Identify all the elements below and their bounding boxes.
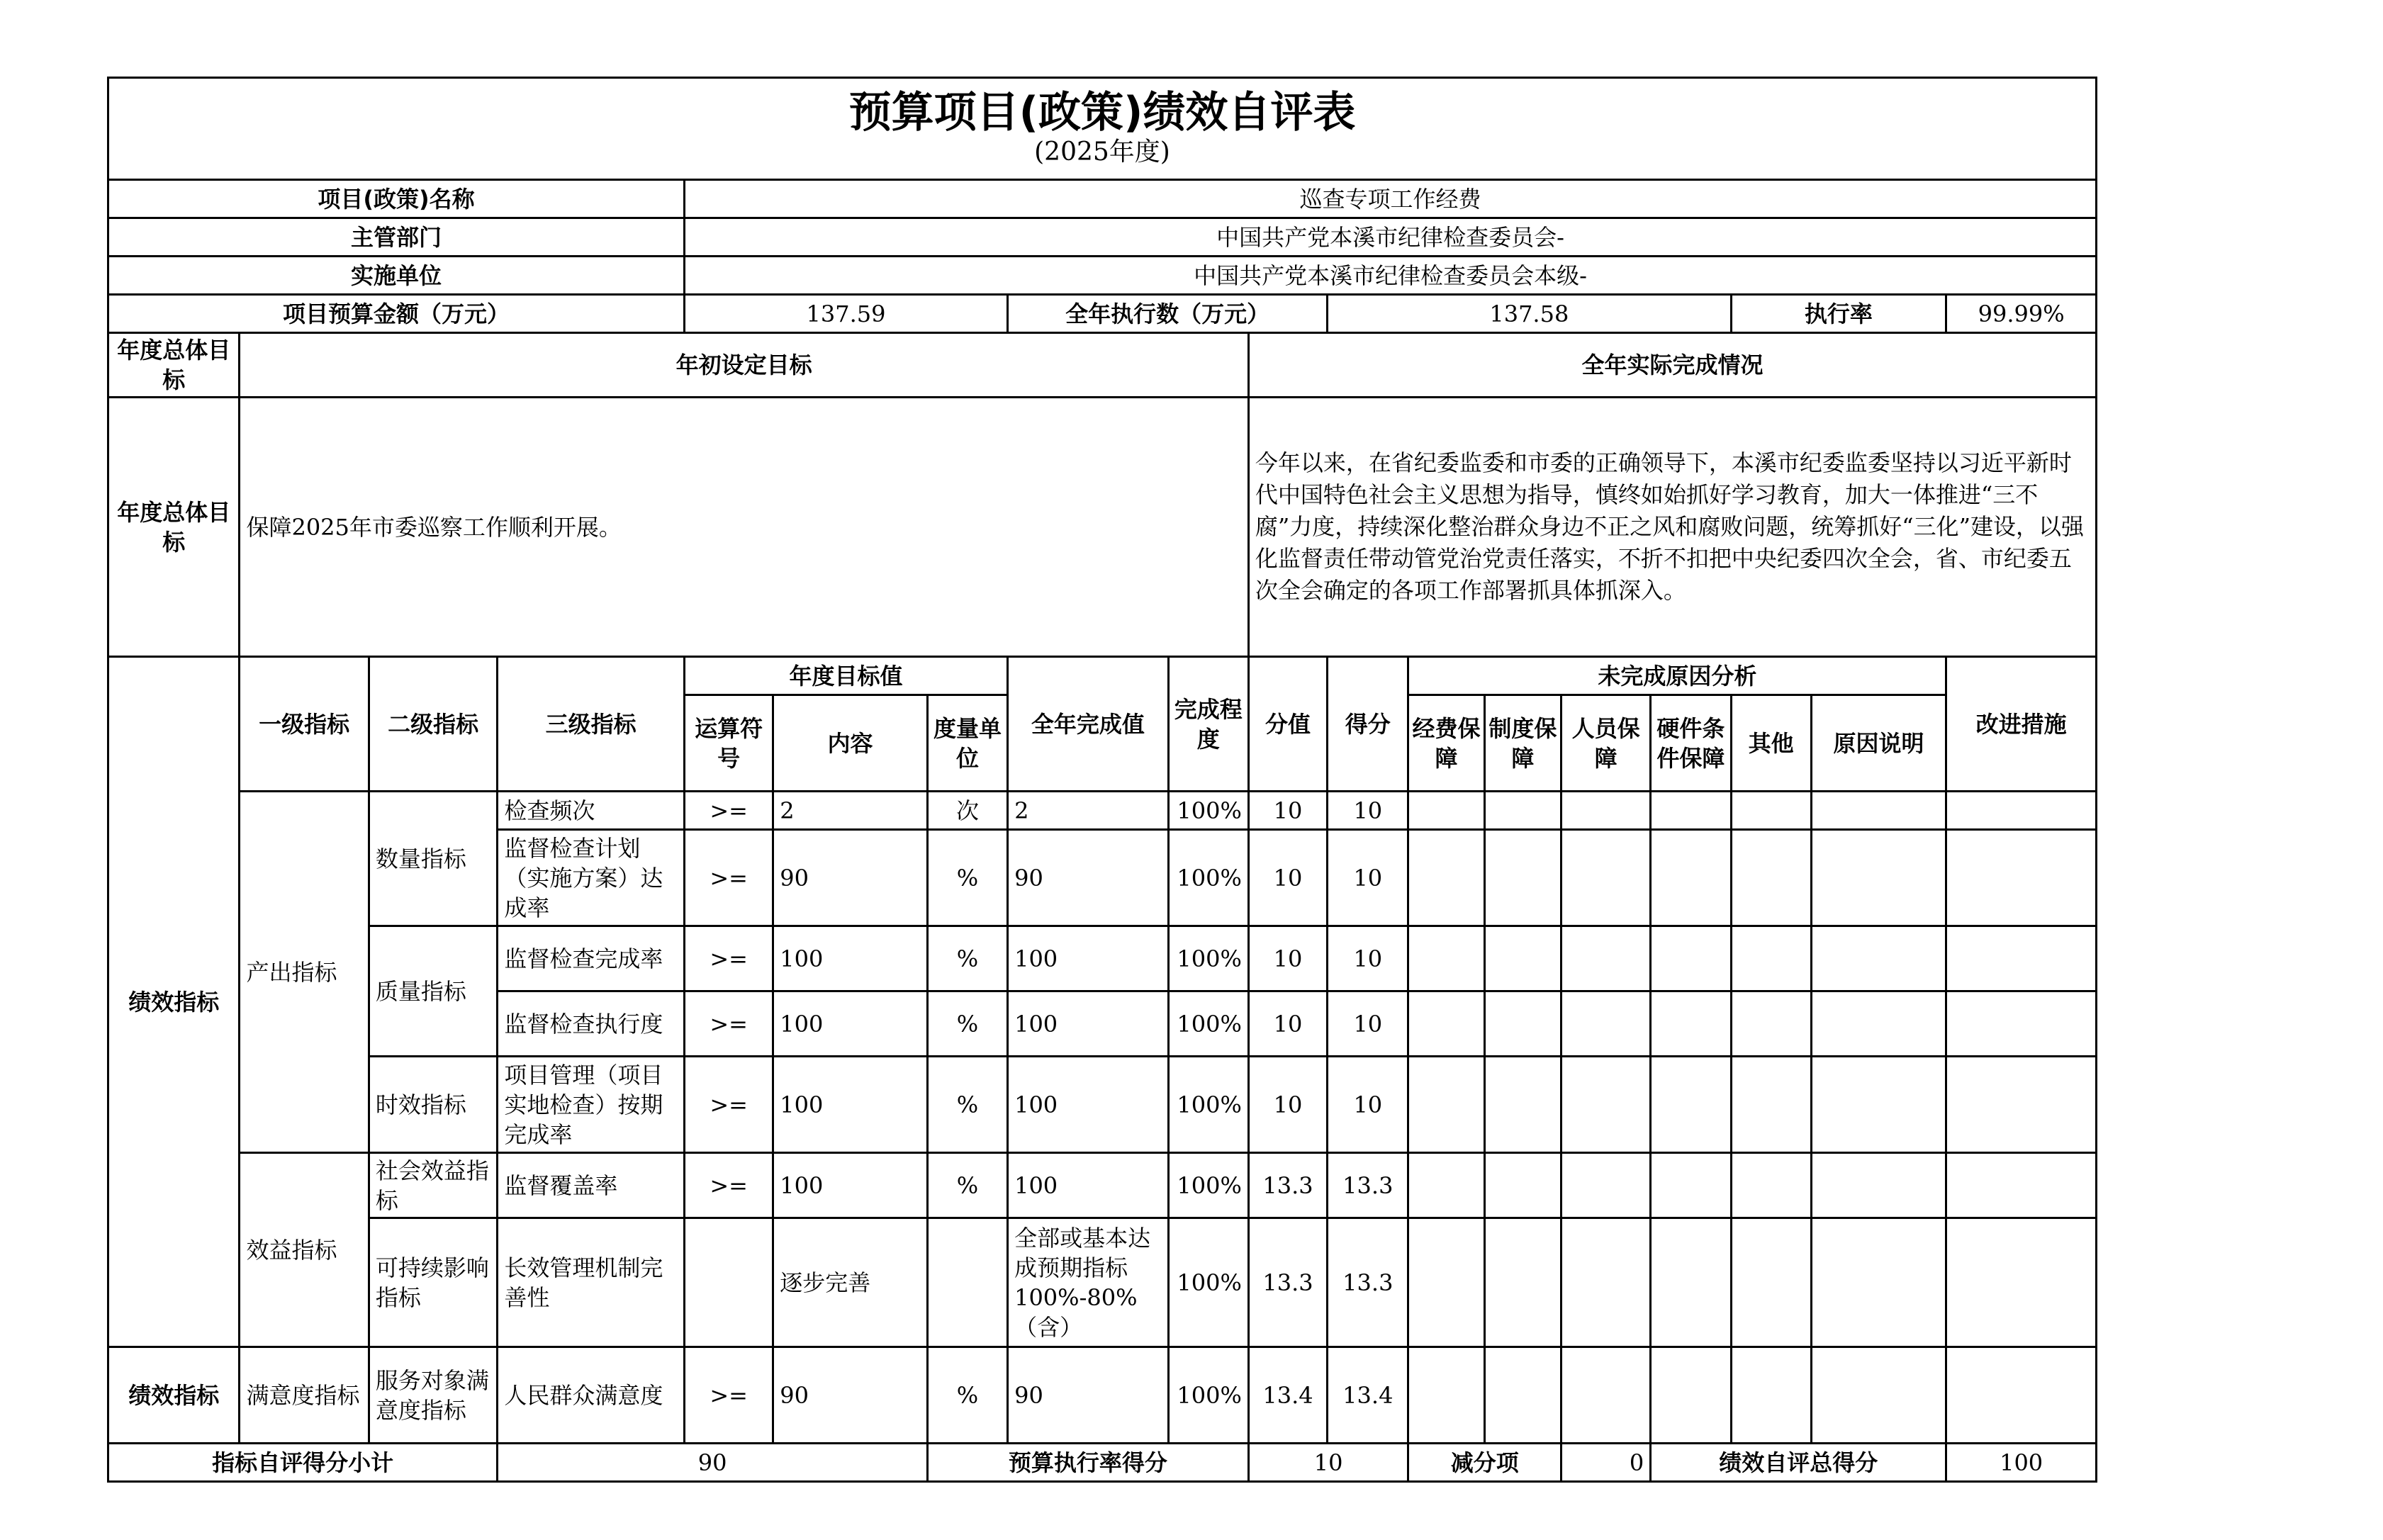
col-reason-fund: 经费保障 <box>1408 695 1484 792</box>
exec-label: 全年执行数（万元） <box>1008 295 1328 333</box>
level2-service: 服务对象满意度指标 <box>369 1347 497 1444</box>
indicator-earned: 10 <box>1328 830 1408 926</box>
col-unit: 度量单位 <box>927 695 1007 792</box>
col-content: 内容 <box>773 695 928 792</box>
indicator-actual: 100 <box>1008 926 1169 991</box>
reason-cell <box>1484 1218 1561 1347</box>
indicator-actual: 100 <box>1008 1057 1169 1153</box>
reason-cell <box>1651 1218 1731 1347</box>
indicator-content: 100 <box>773 991 928 1057</box>
reason-cell <box>1561 1153 1650 1218</box>
level2-quality: 质量指标 <box>369 926 497 1057</box>
col-reason-system: 制度保障 <box>1484 695 1561 792</box>
title-box <box>107 77 2097 179</box>
col-completion: 完成程度 <box>1168 657 1248 792</box>
reason-cell <box>1731 830 1811 926</box>
reason-cell <box>1651 1347 1731 1444</box>
indicator-completion: 100% <box>1168 926 1248 991</box>
total-label: 绩效自评总得分 <box>1651 1444 1946 1482</box>
indicator-unit: 次 <box>927 792 1007 830</box>
indicator-name: 人民群众满意度 <box>498 1347 685 1444</box>
improve-cell <box>1946 1218 2097 1347</box>
col-reason-hardware: 硬件条件保障 <box>1651 695 1731 792</box>
reason-cell <box>1484 926 1561 991</box>
reason-cell <box>1731 792 1811 830</box>
indicator-earned: 10 <box>1328 792 1408 830</box>
page-title: 预算项目(政策)绩效自评表 <box>848 88 1356 137</box>
reason-cell <box>1408 1218 1484 1347</box>
indicator-earned: 13.3 <box>1328 1218 1408 1347</box>
unit-label: 实施单位 <box>108 257 685 295</box>
budget-score-value: 10 <box>1248 1444 1408 1482</box>
reason-cell <box>1731 926 1811 991</box>
budget-value: 137.59 <box>684 295 1007 333</box>
indicator-name: 长效管理机制完善性 <box>498 1218 685 1347</box>
indicator-actual: 90 <box>1008 830 1169 926</box>
indicator-operator: >= <box>684 792 773 830</box>
reason-cell <box>1731 991 1811 1057</box>
reason-cell <box>1408 1057 1484 1153</box>
indicator-operator: >= <box>684 830 773 926</box>
rate-value: 99.99% <box>1946 295 2097 333</box>
reason-cell <box>1484 1347 1561 1444</box>
indicator-operator: >= <box>684 991 773 1057</box>
level2-quantity: 数量指标 <box>369 792 497 926</box>
reason-cell <box>1484 1153 1561 1218</box>
improve-cell <box>1946 830 2097 926</box>
indicator-actual: 100 <box>1008 1153 1169 1218</box>
goals-row <box>108 398 2097 657</box>
table-row <box>108 1347 2097 1444</box>
table-row <box>108 1057 2097 1153</box>
indicator-operator: >= <box>684 926 773 991</box>
reason-cell <box>1408 792 1484 830</box>
reason-cell <box>1408 830 1484 926</box>
indicator-completion: 100% <box>1168 991 1248 1057</box>
unit-row <box>108 257 2097 295</box>
indicator-score: 10 <box>1248 830 1327 926</box>
budget-label: 项目预算金额（万元） <box>108 295 685 333</box>
level2-social: 社会效益指标 <box>369 1153 497 1218</box>
subtotal-value: 90 <box>498 1444 927 1482</box>
reason-cell <box>1811 1347 1946 1444</box>
col-score: 分值 <box>1248 657 1327 792</box>
reason-cell <box>1811 1057 1946 1153</box>
improve-cell <box>1946 1347 2097 1444</box>
reason-cell <box>1408 991 1484 1057</box>
dept-row <box>108 218 2097 257</box>
level1-output: 产出指标 <box>240 792 369 1153</box>
rate-label: 执行率 <box>1731 295 1946 333</box>
reason-cell <box>1811 1153 1946 1218</box>
reason-cell <box>1651 1153 1731 1218</box>
reason-cell <box>1651 1057 1731 1153</box>
col-reason-staff: 人员保障 <box>1561 695 1650 792</box>
reason-cell <box>1408 1347 1484 1444</box>
reason-cell <box>1651 830 1731 926</box>
indicator-name: 监督检查执行度 <box>498 991 685 1057</box>
reason-cell <box>1731 1218 1811 1347</box>
reason-cell <box>1408 926 1484 991</box>
deduction-value: 0 <box>1561 1444 1650 1482</box>
indicator-name: 检查频次 <box>498 792 685 830</box>
reason-cell <box>1811 1218 1946 1347</box>
col-reason-explain: 原因说明 <box>1811 695 1946 792</box>
level1-satisfaction: 满意度指标 <box>240 1347 369 1444</box>
exec-value: 137.58 <box>1328 295 1731 333</box>
budget-score-label: 预算执行率得分 <box>927 1444 1248 1482</box>
reason-cell <box>1811 830 1946 926</box>
indicator-content: 90 <box>773 830 928 926</box>
col-target-group: 年度目标值 <box>684 657 1007 695</box>
indicator-name: 监督检查计划（实施方案）达成率 <box>498 830 685 926</box>
reason-cell <box>1484 792 1561 830</box>
indicator-completion: 100% <box>1168 1153 1248 1218</box>
reason-cell <box>1731 1057 1811 1153</box>
col-improve: 改进措施 <box>1946 657 2097 792</box>
indicator-section-label: 绩效指标 <box>108 657 240 1347</box>
indicator-completion: 100% <box>1168 830 1248 926</box>
summary-row <box>108 1444 2097 1482</box>
reason-cell <box>1484 1057 1561 1153</box>
reason-cell <box>1651 991 1731 1057</box>
indicator-unit: % <box>927 1153 1007 1218</box>
dept-value: 中国共产党本溪市纪律检查委员会- <box>684 218 2096 257</box>
indicator-unit: % <box>927 1347 1007 1444</box>
indicator-score: 13.3 <box>1248 1218 1327 1347</box>
indicator-completion: 100% <box>1168 1057 1248 1153</box>
level2-sustain: 可持续影响指标 <box>369 1218 497 1347</box>
indicator-completion: 100% <box>1168 1347 1248 1444</box>
indicator-name: 监督覆盖率 <box>498 1153 685 1218</box>
reason-cell <box>1561 926 1650 991</box>
table-row <box>108 1153 2097 1218</box>
indicator-earned: 10 <box>1328 926 1408 991</box>
total-value: 100 <box>1946 1444 2097 1482</box>
indicator-content: 100 <box>773 1057 928 1153</box>
col-level1: 一级指标 <box>240 657 369 792</box>
col-level2: 二级指标 <box>369 657 497 792</box>
dept-label: 主管部门 <box>108 218 685 257</box>
indicator-operator: >= <box>684 1347 773 1444</box>
indicator-earned: 13.4 <box>1328 1347 1408 1444</box>
budget-row <box>108 295 2097 333</box>
planned-goal: 保障2025年市委巡察工作顺利开展。 <box>240 398 1248 657</box>
indicator-earned: 10 <box>1328 1057 1408 1153</box>
reason-cell <box>1811 926 1946 991</box>
reason-cell <box>1408 1153 1484 1218</box>
reason-cell <box>1561 991 1650 1057</box>
col-operator: 运算符号 <box>684 695 773 792</box>
page-subtitle: (2025年度) <box>1034 137 1170 167</box>
reason-cell <box>1561 830 1650 926</box>
indicator-score: 13.4 <box>1248 1347 1327 1444</box>
indicator-section-label-2: 绩效指标 <box>108 1347 240 1444</box>
table-row <box>108 792 2097 830</box>
col-actual: 全年完成值 <box>1008 657 1169 792</box>
unit-value: 中国共产党本溪市纪律检查委员会本级- <box>684 257 2096 295</box>
reason-cell <box>1651 926 1731 991</box>
improve-cell <box>1946 1057 2097 1153</box>
indicator-unit: % <box>927 991 1007 1057</box>
project-name-label: 项目(政策)名称 <box>108 180 685 218</box>
indicator-completion: 100% <box>1168 792 1248 830</box>
planned-header: 年初设定目标 <box>240 333 1248 398</box>
indicator-unit <box>927 1218 1007 1347</box>
indicator-content: 逐步完善 <box>773 1218 928 1347</box>
level2-timeliness: 时效指标 <box>369 1057 497 1153</box>
reason-cell <box>1811 792 1946 830</box>
subtotal-label: 指标自评得分小计 <box>108 1444 498 1482</box>
table-row <box>108 926 2097 991</box>
indicator-content: 100 <box>773 926 928 991</box>
goals-label-top: 年度总体目标 <box>108 333 240 398</box>
actual-header: 全年实际完成情况 <box>1248 333 2096 398</box>
table-row <box>108 1218 2097 1347</box>
indicator-operator: >= <box>684 1153 773 1218</box>
evaluation-sheet <box>107 77 2097 1483</box>
improve-cell <box>1946 792 2097 830</box>
indicator-actual: 2 <box>1008 792 1169 830</box>
indicator-unit: % <box>927 830 1007 926</box>
indicator-operator <box>684 1218 773 1347</box>
indicator-header-row-1 <box>108 657 2097 695</box>
reason-cell <box>1651 792 1731 830</box>
indicator-earned: 13.3 <box>1328 1153 1408 1218</box>
indicator-content: 2 <box>773 792 928 830</box>
col-reason-group: 未完成原因分析 <box>1408 657 1946 695</box>
col-reason-other: 其他 <box>1731 695 1811 792</box>
indicator-unit: % <box>927 926 1007 991</box>
reason-cell <box>1561 1347 1650 1444</box>
reason-cell <box>1561 1218 1650 1347</box>
indicator-actual: 全部或基本达成预期指标100%-80%（含） <box>1008 1218 1169 1347</box>
project-name-value: 巡查专项工作经费 <box>684 180 2096 218</box>
indicator-score: 10 <box>1248 926 1327 991</box>
goals-label: 年度总体目标 <box>108 398 240 657</box>
reason-cell <box>1484 991 1561 1057</box>
improve-cell <box>1946 991 2097 1057</box>
indicator-score: 13.3 <box>1248 1153 1327 1218</box>
indicator-score: 10 <box>1248 991 1327 1057</box>
goals-header-row <box>108 333 2097 398</box>
indicator-actual: 100 <box>1008 991 1169 1057</box>
indicator-operator: >= <box>684 1057 773 1153</box>
reason-cell <box>1484 830 1561 926</box>
indicator-score: 10 <box>1248 792 1327 830</box>
improve-cell <box>1946 926 2097 991</box>
reason-cell <box>1731 1153 1811 1218</box>
improve-cell <box>1946 1153 2097 1218</box>
reason-cell <box>1731 1347 1811 1444</box>
indicator-unit: % <box>927 1057 1007 1153</box>
evaluation-table <box>107 179 2097 1483</box>
indicator-content: 100 <box>773 1153 928 1218</box>
deduction-label: 减分项 <box>1408 1444 1561 1482</box>
indicator-score: 10 <box>1248 1057 1327 1153</box>
reason-cell <box>1811 991 1946 1057</box>
level1-benefit: 效益指标 <box>240 1153 369 1347</box>
indicator-earned: 10 <box>1328 991 1408 1057</box>
indicator-completion: 100% <box>1168 1218 1248 1347</box>
project-name-row <box>108 180 2097 218</box>
reason-cell <box>1561 1057 1650 1153</box>
col-level3: 三级指标 <box>498 657 685 792</box>
indicator-content: 90 <box>773 1347 928 1444</box>
col-earned: 得分 <box>1328 657 1408 792</box>
actual-result: 今年以来，在省纪委监委和市委的正确领导下，本溪市纪委监委坚持以习近平新时代中国特色社会主义思想为指导，慎终如始抓好学习教育，加大一体推进“三不腐”力度，持续深化整治群众身边不正之风和腐败问题，统筹抓好“三化”建设，以强化监督责任带动管党治党责任落实，不折不扣把中央纪委四次全会，省、市纪委五次全会确定的各项工作部署抓具体抓深入。 <box>1248 398 2096 657</box>
reason-cell <box>1561 792 1650 830</box>
indicator-actual: 90 <box>1008 1347 1169 1444</box>
indicator-name: 项目管理（项目实地检查）按期完成率 <box>498 1057 685 1153</box>
indicator-name: 监督检查完成率 <box>498 926 685 991</box>
